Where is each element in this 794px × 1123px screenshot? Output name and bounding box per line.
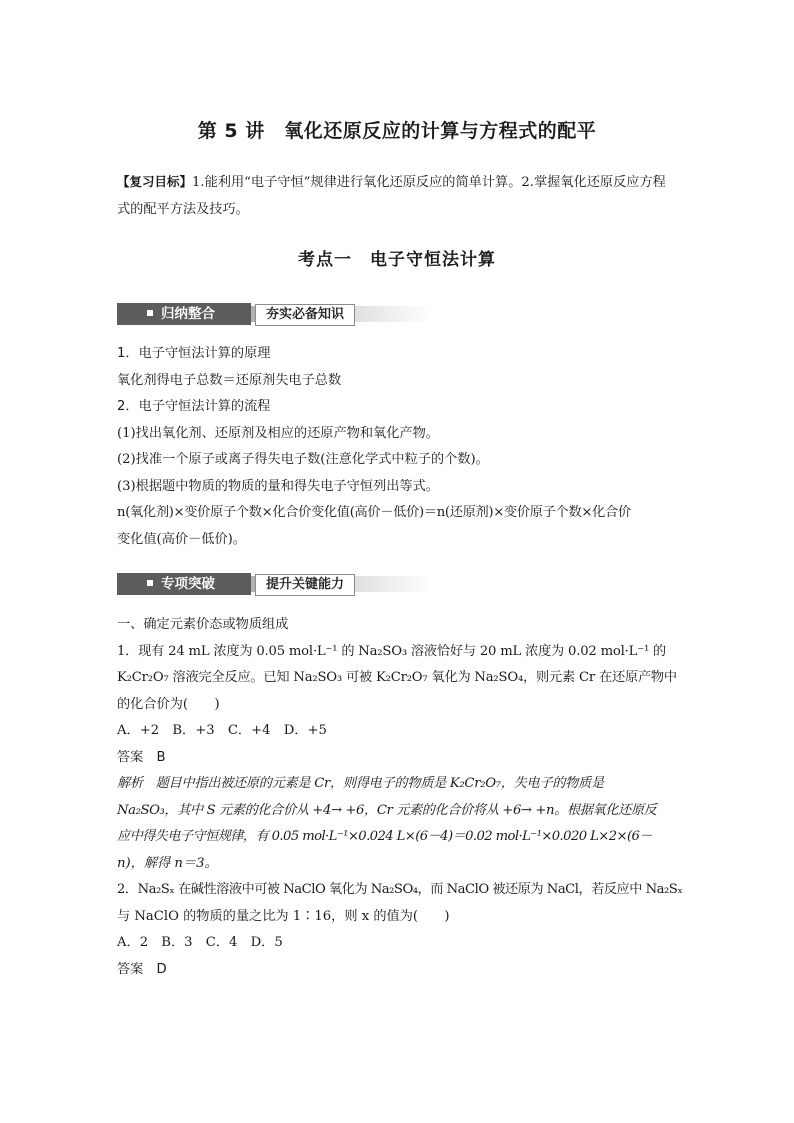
q1-line-1: 1．现有 24 mL 浓度为 0.05 mol·L⁻¹ 的 Na₂SO₃ 溶液恰好与 20 mL 浓度为 0.02 mol·L⁻¹ 的 — [117, 643, 667, 659]
section-banner-practice — [117, 573, 435, 595]
banner-dark-label — [117, 573, 251, 595]
q2-options: A．2 B．3 C．4 D．5 — [117, 935, 283, 950]
banner-dark-text: 专项突破 — [161, 576, 215, 592]
knowledge-step-3: (3)根据题中物质的物质的量和得失电子守恒列出等式。 — [117, 478, 439, 494]
knowledge-block — [117, 341, 679, 553]
knowledge-step-2: (2)找准一个原子或离子得失电子数(注意化学式中粒子的个数)。 — [117, 452, 489, 467]
q2-line-2: 与 NaClO 的物质的量之比为 1∶16，则 x 的值为( ) — [117, 908, 450, 924]
questions-block — [117, 612, 683, 983]
knowledge-formula-a: n(氧化剂)×变价原子个数×化合价变化值(高价－低价)＝n(还原剂)×变价原子个数×化合价 — [117, 505, 631, 520]
knowledge-step-1: (1)找出氧化剂、还原剂及相应的还原产物和氧化产物。 — [117, 425, 439, 441]
section-heading: 一、确定元素价态或物质组成 — [117, 617, 289, 632]
lecture-title: 第 5 讲 氧化还原反应的计算与方程式的配平 — [197, 120, 597, 142]
q1-analysis-3: 应中得失电子守恒规律，有 0.05 mol·L⁻¹×0.024 L×(6－4)＝0.02 mol·L⁻¹×0.020 L×2×(6－ — [117, 829, 652, 844]
q1-analysis-2: Na₂SO₃，其中 S 元素的化合价从 +4→ +6，Cr 元素的化合价将从 +6→ +n。根据氧化还原反 — [117, 802, 657, 818]
q2-answer: 答案 D — [117, 961, 167, 977]
banner-light-label: 提升关键能力 — [255, 574, 355, 596]
q1-line-3: 的化合价为( ) — [117, 696, 220, 712]
objective-tag: 【复习目标】 — [117, 174, 193, 189]
square-bullet-icon — [147, 310, 153, 316]
banner-light-label: 夯实必备知识 — [255, 304, 355, 326]
square-bullet-icon — [147, 580, 153, 586]
banner-dark-label — [117, 303, 251, 325]
knowledge-line-1: 氧化剂得电子总数＝还原剂失电子总数 — [117, 372, 342, 388]
banner-dark-text: 归纳整合 — [161, 306, 215, 322]
kaodian-title: 考点一 电子守恒法计算 — [298, 250, 496, 270]
q2-line-1: 2．Na₂Sₓ 在碱性溶液中可被 NaClO 氧化为 Na₂SO₄，而 NaClO 被还原为 NaCl，若反应中 Na₂Sₓ — [117, 882, 683, 897]
objective-text: 1.能利用“电子守恒”规律进行氧化还原反应的简单计算。2.掌握氧化还原反应方程式的配平方法及技巧。 — [117, 175, 666, 217]
q1-analysis-4: n)，解得 n＝3。 — [117, 855, 218, 871]
q1-options: A．+2 B．+3 C．+4 D．+5 — [117, 723, 327, 738]
knowledge-heading-1: 1．电子守恒法计算的原理 — [117, 346, 271, 361]
knowledge-formula-b: 变化值(高价－低价)。 — [117, 531, 246, 547]
review-objective — [117, 169, 679, 223]
q1-line-2: K₂Cr₂O₇ 溶液完全反应。已知 Na₂SO₃ 可被 K₂Cr₂O₇ 氧化为 Na₂SO₄，则元素 Cr 在还原产物中 — [117, 670, 677, 685]
q1-analysis-1: 解析 题目中指出被还原的元素是 Cr，则得电子的物质是 K₂Cr₂O₇，失电子的物质是 — [117, 776, 604, 791]
section-banner-summary — [117, 303, 435, 325]
knowledge-heading-2: 2．电子守恒法计算的流程 — [117, 399, 271, 414]
q1-answer: 答案 B — [117, 749, 166, 765]
